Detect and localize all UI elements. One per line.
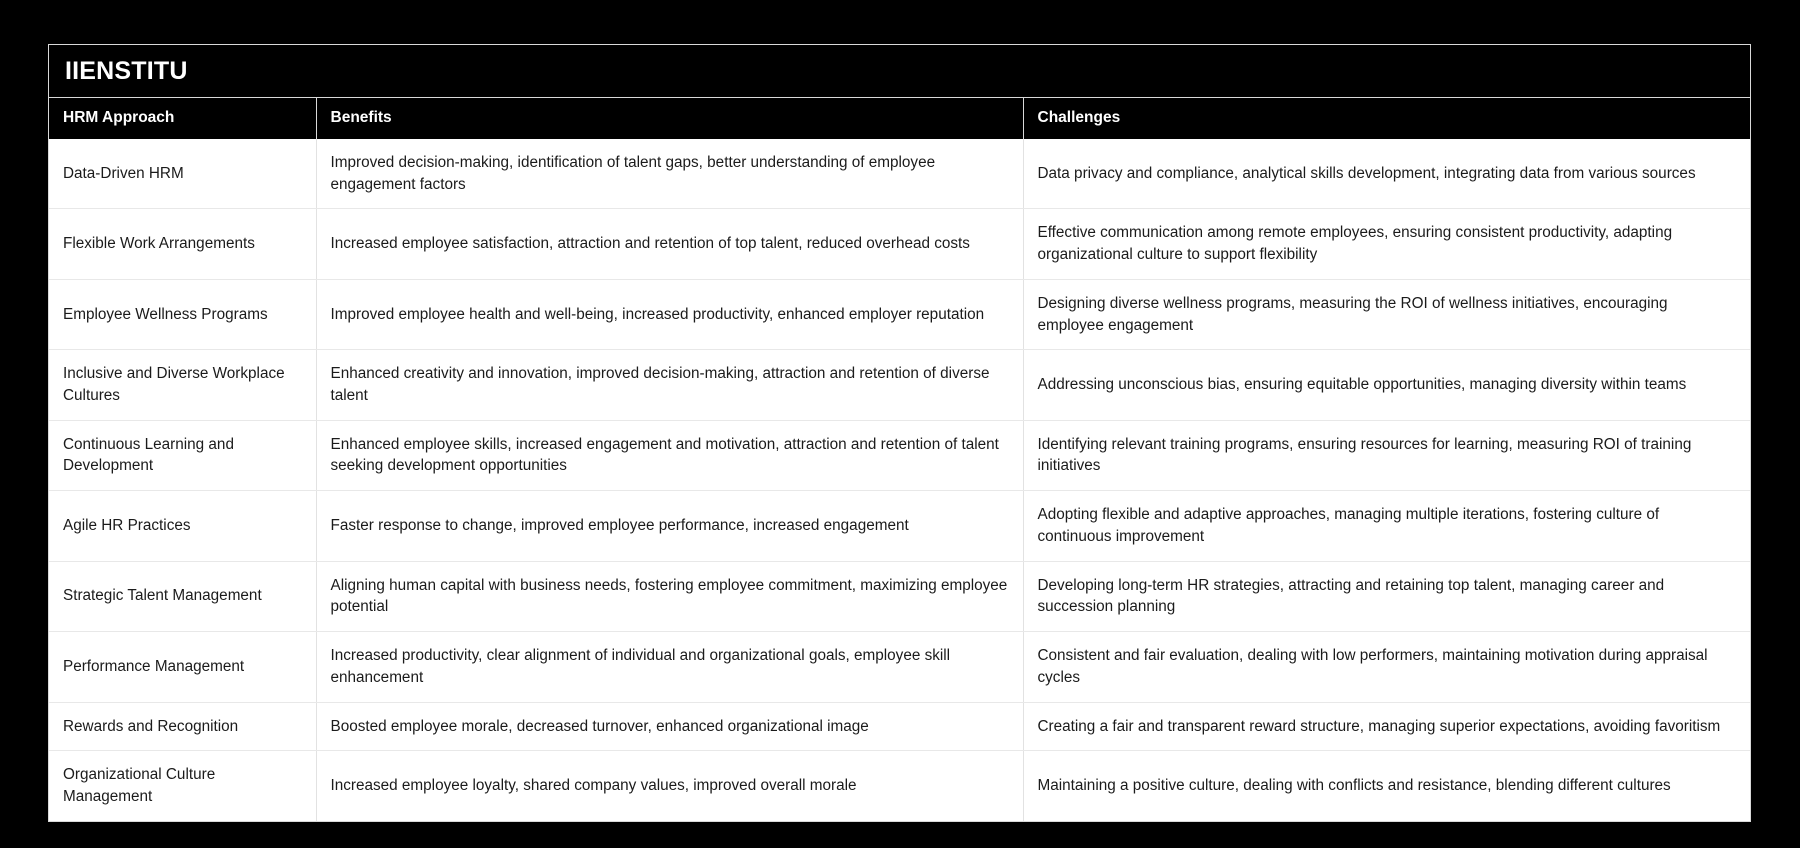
- table-body: [49, 139, 1750, 821]
- cell-approach: Performance Management: [49, 632, 316, 702]
- cell-approach: Organizational Culture Management: [49, 751, 316, 821]
- cell-challenges: Designing diverse wellness programs, measuring the ROI of wellness initiatives, encouraging employee engagement: [1023, 279, 1750, 349]
- column-header-benefits: Benefits: [316, 98, 1023, 139]
- cell-approach: Continuous Learning and Development: [49, 420, 316, 490]
- cell-approach: Data-Driven HRM: [49, 139, 316, 209]
- cell-benefits: Increased employee satisfaction, attraction and retention of top talent, reduced overhead costs: [316, 209, 1023, 279]
- cell-approach: Flexible Work Arrangements: [49, 209, 316, 279]
- table-header: [49, 98, 1750, 139]
- cell-challenges: Maintaining a positive culture, dealing with conflicts and resistance, blending different cultures: [1023, 751, 1750, 821]
- cell-benefits: Aligning human capital with business needs, fostering employee commitment, maximizing employee potential: [316, 561, 1023, 631]
- table-row: [49, 561, 1750, 631]
- cell-benefits: Improved employee health and well-being, increased productivity, enhanced employer reputation: [316, 279, 1023, 349]
- cell-benefits: Increased productivity, clear alignment of individual and organizational goals, employee skill enhancement: [316, 632, 1023, 702]
- cell-challenges: Consistent and fair evaluation, dealing with low performers, maintaining motivation during appraisal cycles: [1023, 632, 1750, 702]
- cell-approach: Rewards and Recognition: [49, 702, 316, 751]
- cell-challenges: Data privacy and compliance, analytical skills development, integrating data from various sources: [1023, 139, 1750, 209]
- table-header-row: [49, 98, 1750, 139]
- cell-approach: Inclusive and Diverse Workplace Cultures: [49, 350, 316, 420]
- cell-approach: Strategic Talent Management: [49, 561, 316, 631]
- cell-benefits: Faster response to change, improved employee performance, increased engagement: [316, 491, 1023, 561]
- cell-challenges: Addressing unconscious bias, ensuring equitable opportunities, managing diversity within teams: [1023, 350, 1750, 420]
- table-row: [49, 350, 1750, 420]
- brand-header: [49, 45, 1750, 98]
- table-row: [49, 751, 1750, 821]
- cell-approach: Employee Wellness Programs: [49, 279, 316, 349]
- cell-challenges: Identifying relevant training programs, ensuring resources for learning, measuring ROI of training initiatives: [1023, 420, 1750, 490]
- brand-title: IIENSTITU: [65, 56, 188, 85]
- cell-challenges: Effective communication among remote employees, ensuring consistent productivity, adapting organizational culture to support flexibility: [1023, 209, 1750, 279]
- table-row: [49, 279, 1750, 349]
- cell-challenges: Developing long-term HR strategies, attracting and retaining top talent, managing career and succession planning: [1023, 561, 1750, 631]
- cell-benefits: Increased employee loyalty, shared company values, improved overall morale: [316, 751, 1023, 821]
- cell-challenges: Adopting flexible and adaptive approaches, managing multiple iterations, fostering culture of continuous improvement: [1023, 491, 1750, 561]
- hrm-approaches-table-container: [48, 44, 1751, 822]
- table-row: [49, 209, 1750, 279]
- cell-challenges: Creating a fair and transparent reward structure, managing superior expectations, avoiding favoritism: [1023, 702, 1750, 751]
- cell-benefits: Improved decision-making, identification of talent gaps, better understanding of employee engagement factors: [316, 139, 1023, 209]
- table-row: [49, 420, 1750, 490]
- column-header-hrm-approach: HRM Approach: [49, 98, 316, 139]
- table-row: [49, 139, 1750, 209]
- hrm-approaches-table: [49, 98, 1750, 821]
- cell-benefits: Boosted employee morale, decreased turnover, enhanced organizational image: [316, 702, 1023, 751]
- table-row: [49, 632, 1750, 702]
- table-row: [49, 491, 1750, 561]
- cell-approach: Agile HR Practices: [49, 491, 316, 561]
- cell-benefits: Enhanced creativity and innovation, improved decision-making, attraction and retention of diverse talent: [316, 350, 1023, 420]
- column-header-challenges: Challenges: [1023, 98, 1750, 139]
- cell-benefits: Enhanced employee skills, increased engagement and motivation, attraction and retention of talent seeking development opportunities: [316, 420, 1023, 490]
- table-row: [49, 702, 1750, 751]
